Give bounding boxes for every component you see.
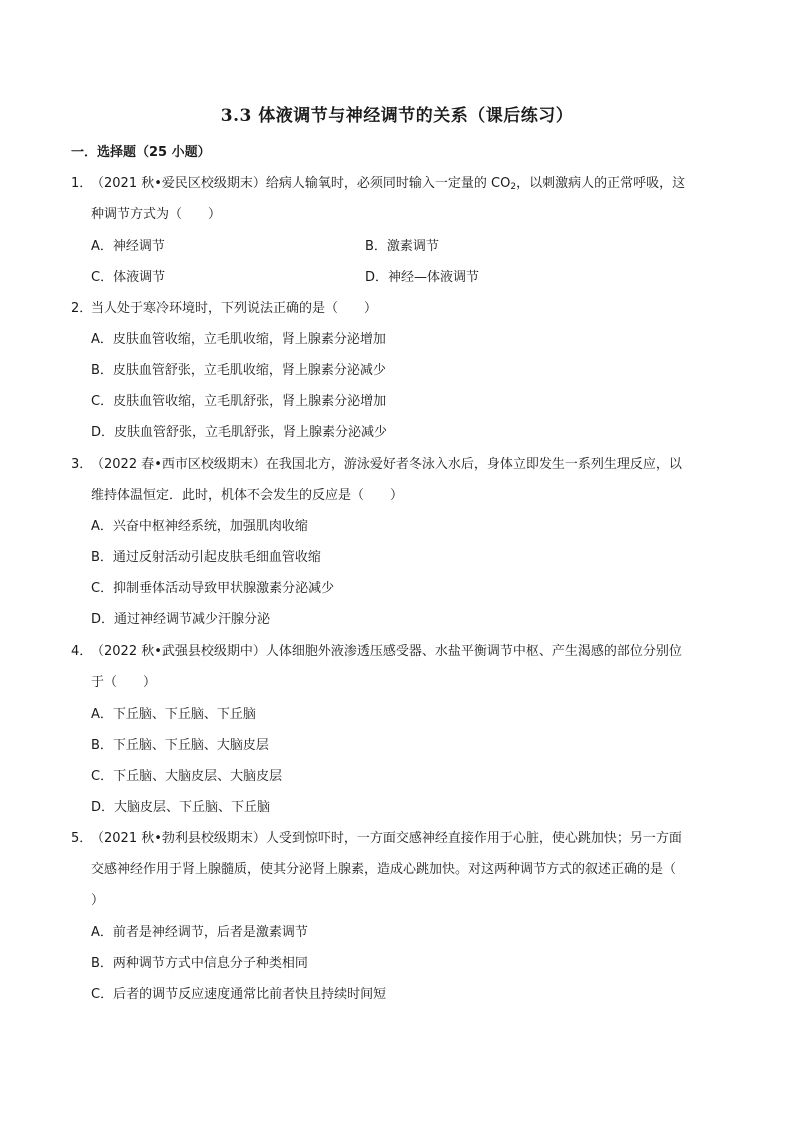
option-5b: B．两种调节方式中信息分子种类相同	[91, 956, 308, 971]
option-1c: C．体液调节	[91, 270, 166, 285]
option-1a: A．神经调节	[91, 239, 165, 254]
option-2b: B．皮肤血管舒张，立毛肌收缩，肾上腺素分泌减少	[91, 363, 386, 378]
question-3-line-2: 维持体温恒定．此时，机体不会发生的反应是（ ）	[91, 488, 404, 503]
question-number: 3．	[71, 457, 93, 472]
option-2c: C．皮肤血管收缩，立毛肌舒张，肾上腺素分泌增加	[91, 394, 387, 409]
question-2-line-1: 2．当人处于寒冷环境时，下列说法正确的是（ ）	[71, 301, 378, 316]
option-4d: D．大脑皮层、下丘脑、下丘脑	[91, 800, 271, 815]
option-1b: B．激素调节	[365, 239, 439, 254]
option-4a: A．下丘脑、下丘脑、下丘脑	[91, 707, 256, 722]
option-4c: C．下丘脑、大脑皮层、大脑皮层	[91, 769, 283, 784]
option-2a: A．皮肤血管收缩，立毛肌收缩，肾上腺素分泌增加	[91, 332, 386, 347]
question-3-line-1: 3．（2022 春•西市区校级期末）在我国北方，游泳爱好者冬泳入水后，身体立即发生一系列生理反应，以	[71, 457, 682, 472]
section-heading: 一．选择题（25 小题）	[71, 145, 211, 160]
option-5c: C．后者的调节反应速度通常比前者快且持续时间短	[91, 987, 387, 1002]
question-5-line-1: 5．（2021 秋•勃利县校级期末）人受到惊吓时，一方面交感神经直接作用于心脏，使心跳加快；另一方面	[71, 831, 682, 846]
question-number: 1．	[71, 176, 93, 191]
question-1-line-2: 种调节方式为（ ）	[91, 207, 222, 222]
page-title: 3.3 体液调节与神经调节的关系（课后练习）	[220, 106, 574, 126]
option-3c: C．抑制垂体活动导致甲状腺激素分泌减少	[91, 581, 335, 596]
question-5-line-3: ）	[91, 893, 105, 908]
option-1d: D．神经—体液调节	[365, 270, 480, 285]
option-2d: D．皮肤血管舒张，立毛肌舒张，肾上腺素分泌减少	[91, 425, 388, 440]
option-5a: A．前者是神经调节，后者是激素调节	[91, 925, 308, 940]
question-number: 2．	[71, 301, 93, 316]
question-4-line-2: 于（ ）	[91, 675, 157, 690]
question-number: 4．	[71, 644, 93, 659]
question-1-line-1: 1．（2021 秋•爱民区校级期末）给病人输氧时，必须同时输入一定量的 $CO_2$，以刺激病人的正常呼吸，这	[71, 176, 686, 192]
option-3b: B．通过反射活动引起皮肤毛细血管收缩	[91, 550, 321, 565]
option-3d: D．通过神经调节减少汗腺分泌	[91, 612, 271, 627]
subscript: 2	[510, 182, 517, 192]
question-4-line-1: 4．（2022 秋•武强县校级期中）人体细胞外液渗透压感受器、水盐平衡调节中枢、产生渴感的部位分别位	[71, 644, 682, 659]
question-number: 5．	[71, 831, 93, 846]
option-3a: A．兴奋中枢神经系统，加强肌肉收缩	[91, 519, 308, 534]
option-4b: B．下丘脑、下丘脑、大脑皮层	[91, 738, 269, 753]
question-5-line-2: 交感神经作用于肾上腺髓质，使其分泌肾上腺素，造成心跳加快。对这两种调节方式的叙述正确的是（	[91, 862, 677, 877]
